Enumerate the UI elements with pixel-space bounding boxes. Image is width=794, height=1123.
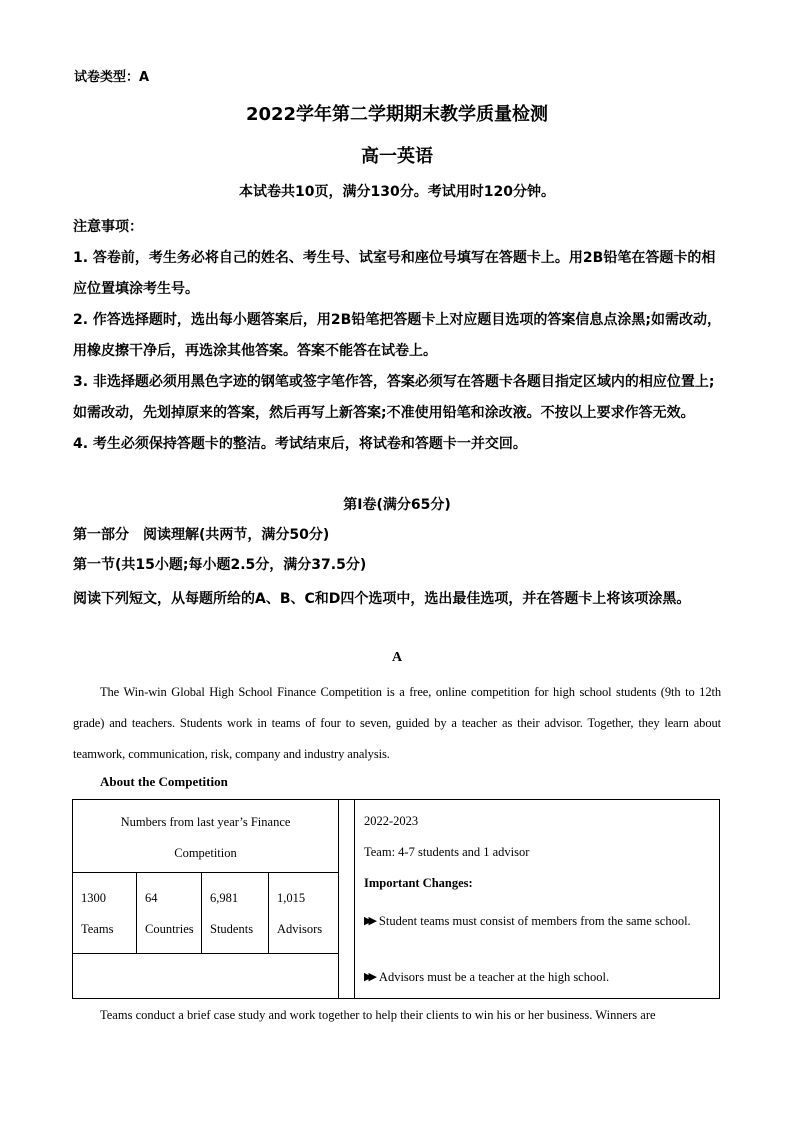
change-text: Student teams must consist of members from the same school. [378,914,691,928]
stat-teams [73,873,137,953]
stat-advisors [269,873,338,953]
stat-students [202,873,269,953]
competition-table [72,799,720,999]
details-cell [355,800,719,998]
stat-value: 1300 [81,891,106,905]
notice-item-1: 1. 答卷前，考生务必将自己的姓名、考生号、试室号和座位号填写在答题卡上。用2B铅笔在答题卡的相应位置填涂考生号。 [73,250,716,297]
stat-label: Advisors [277,922,323,936]
notice-item-3: 3. 非选择题必须用黑色字迹的钢笔或签字笔作答，答案必须写在答题卡各题目指定区域内的相应位置上;如需改动，先划掉原来的答案，然后再写上新答案;不准使用铅笔和涂改液。不按以上要求作答无效。 [73,374,715,421]
stat-value: 6,981 [210,891,239,905]
stats-heading-line-1: Numbers from last year’s Finance [120,815,291,829]
stat-countries [137,873,202,953]
exam-title: 2022学年第二学期期末教学质量检测 [245,104,549,125]
notice-block [73,212,723,460]
notice-item-2: 2. 作答选择题时，选出每小题答案后，用2B铅笔把答题卡上对应题目选项的答案信息点涂黑;如需改动，用橡皮擦干净后，再选涂其他答案。答案不能答在试卷上。 [73,312,721,359]
stat-label: Teams [81,922,114,936]
change-item-2 [364,970,609,985]
exam-info: 本试卷共10页，满分130分。考试用时120分钟。 [239,184,555,200]
stats-heading-line-2: Competition [174,846,237,860]
passage-continuation: Teams conduct a brief case study and work together to help their clients to win his or her business. Winners are [100,1008,656,1022]
double-arrow-icon: ▶▶ [364,971,373,983]
team-size: Team: 4-7 students and 1 advisor [364,845,530,859]
stat-label: Students [210,922,254,936]
exam-type-label: 试卷类型：A [74,70,150,85]
part-one-heading: 第一部分 阅读理解(共两节，满分50分) [73,527,330,543]
change-text: Advisors must be a teacher at the high school. [378,970,610,984]
change-item-1 [364,906,714,937]
passage-letter: A [391,650,403,665]
notice-item-4: 4. 考生必须保持答题卡的整洁。考试结束后，将试卷和答题卡一并交回。 [73,436,527,452]
changes-heading: Important Changes: [364,876,473,890]
notice-heading: 注意事项： [73,219,143,235]
double-arrow-icon: ▶▶ [364,915,373,927]
passage-intro: The Win-win Global High School Finance Competition is a free, online competition for high school students (9th to 12th grade) and teachers. Students work in teams of four to seven, guided by a teacher as their advisor. Together, they learn about teamwork, communication, risk, company and industry analysis. [73,685,721,761]
stat-value: 64 [145,891,158,905]
stat-value: 1,015 [277,891,306,905]
stats-row [73,873,338,954]
spacer-cell [338,800,355,998]
section-one-heading: 第一节(共15小题;每小题2.5分，满分37.5分) [73,557,367,573]
directions-text: 阅读下列短文，从每题所给的A、B、C和D四个选项中，选出最佳选项，并在答题卡上将该项涂黑。 [73,591,691,607]
competition-year: 2022-2023 [364,814,419,828]
stat-label: Countries [145,922,194,936]
stats-cell [73,800,339,998]
about-heading: About the Competition [100,774,228,789]
stats-heading [73,800,338,873]
section-title: 第Ⅰ卷(满分65分) [343,497,451,513]
exam-subtitle: 高一英语 [361,146,433,167]
